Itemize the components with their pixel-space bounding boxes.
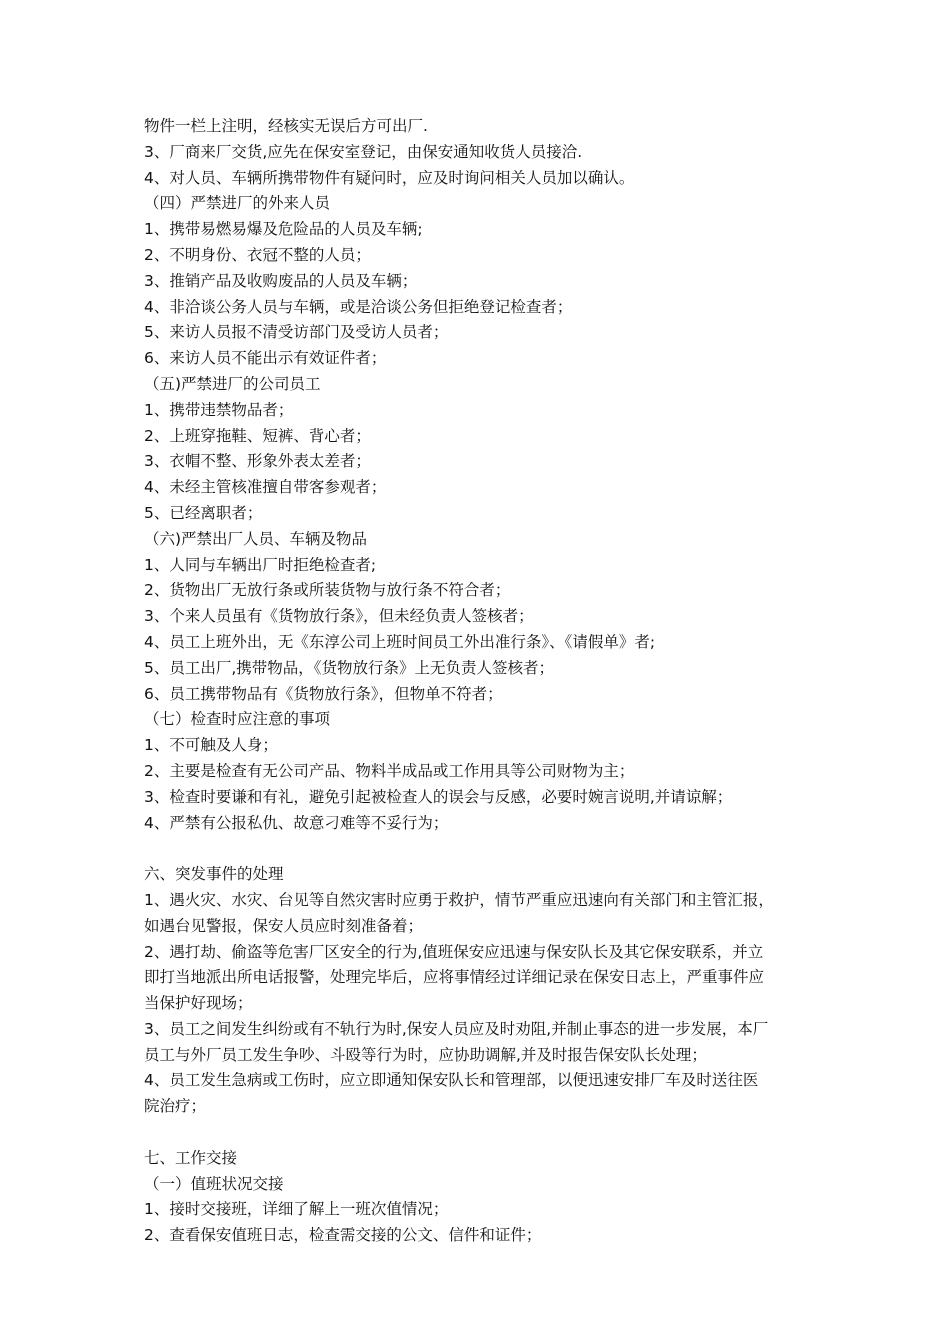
text-line: 1、携带易燃易爆及危险品的人员及车辆; bbox=[144, 220, 423, 239]
text-line: 2、遇打劫、偷盗等危害厂区安全的行为,值班保安应迅速与保安队长及其它保安联系，并立 bbox=[144, 942, 764, 961]
text-line: 物件一栏上注明，经核实无误后方可出厂. bbox=[144, 117, 428, 135]
blank-line bbox=[144, 836, 814, 862]
text-line: 院治疗； bbox=[144, 1097, 207, 1116]
text-line: 5、员工出厂,携带物品，《货物放行条》上无负责人签核者； bbox=[144, 658, 555, 677]
text-line: 3、检查时要谦和有礼，避免引起被检查人的误会与反感，必要时婉言说明,并请谅解； bbox=[144, 787, 733, 806]
text-line: 4、非洽谈公务人员与车辆，或是洽谈公务但拒绝登记检查者； bbox=[144, 297, 573, 316]
text-line: 6、来访人员不能出示有效证件者； bbox=[144, 349, 387, 368]
text-line: 3、个来人员虽有《货物放行条》，但未经负责人签核者； bbox=[144, 607, 534, 626]
text-line: 3、员工之间发生纠纷或有不轨行为时,保安人员应及时劝阻,并制止事态的进一步发展，本厂 bbox=[144, 1019, 769, 1038]
text-line: 2、货物出厂无放行条或所装货物与放行条不符合者； bbox=[144, 581, 511, 600]
text-line: 1、人同与车辆出厂时拒绝检查者; bbox=[144, 555, 377, 574]
text-line: 3、衣帽不整、形象外表太差者； bbox=[144, 452, 371, 471]
text-line: 2、查看保安值班日志，检查需交接的公文、信件和证件； bbox=[144, 1226, 542, 1245]
text-line: 1、接时交接班，详细了解上一班次值情况； bbox=[144, 1200, 449, 1219]
chapter-heading: 七、工作交接 bbox=[144, 1148, 238, 1167]
section-heading: （六)严禁出厂人员、车辆及物品 bbox=[144, 529, 368, 548]
text-line: 5、已经离职者； bbox=[144, 503, 263, 522]
text-line: 1、遇火灾、水灾、台见等自然灾害时应勇于救护，情节严重应迅速向有关部门和主管汇报， bbox=[144, 890, 774, 909]
text-line: 4、员工发生急病或工伤时，应立即通知保安队长和管理部，以便迅速安排厂车及时送往医 bbox=[144, 1071, 759, 1090]
text-line: 3、推销产品及收购废品的人员及车辆； bbox=[144, 271, 418, 290]
text-line: 6、员工携带物品有《货物放行条》，但物单不符者； bbox=[144, 684, 503, 703]
text-line: 1、携带违禁物品者； bbox=[144, 400, 294, 419]
document-page bbox=[144, 114, 814, 1249]
section-heading: （四）严禁进厂的外来人员 bbox=[144, 194, 331, 213]
text-line: 如遇台见警报，保安人员应时刻准备着； bbox=[144, 916, 424, 935]
section-heading: （五)严禁进厂的公司员工 bbox=[144, 374, 321, 393]
text-line: 即打当地派出所电话报警，处理完毕后，应将事情经过详细记录在保安日志上，严重事件应 bbox=[144, 968, 765, 987]
text-line: 4、严禁有公报私仇、故意刁难等不妥行为； bbox=[144, 813, 449, 832]
text-line: 员工与外厂员工发生争吵、斗殴等行为时，应协助调解,并及时报告保安队长处理； bbox=[144, 1045, 707, 1064]
section-heading: （七）检查时应注意的事项 bbox=[144, 710, 331, 729]
text-line: 4、未经主管核准擅自带客参观者； bbox=[144, 478, 387, 497]
text-line: 4、对人员、车辆所携带物件有疑问时，应及时询问相关人员加以确认。 bbox=[144, 168, 635, 187]
text-line: 4、员工上班外出，无《东淳公司上班时间员工外出准行条》、《请假单》者; bbox=[144, 632, 656, 651]
chapter-heading: 六、突发事件的处理 bbox=[144, 865, 284, 884]
text-line: 3、厂商来厂交货,应先在保安室登记，由保安通知收货人员接洽. bbox=[144, 142, 583, 161]
text-line: 5、来访人员报不清受访部门及受访人员者； bbox=[144, 323, 449, 342]
text-line: 1、不可触及人身； bbox=[144, 736, 278, 755]
blank-line bbox=[144, 1120, 814, 1146]
text-line: 2、不明身份、衣冠不整的人员； bbox=[144, 245, 371, 264]
text-line: 当保护好现场； bbox=[144, 994, 253, 1013]
text-line: 2、主要是检查有无公司产品、物料半成品或工作用具等公司财物为主； bbox=[144, 761, 635, 780]
text-line: 2、上班穿拖鞋、短裤、背心者； bbox=[144, 426, 371, 445]
section-heading: （一）值班状况交接 bbox=[144, 1174, 284, 1193]
